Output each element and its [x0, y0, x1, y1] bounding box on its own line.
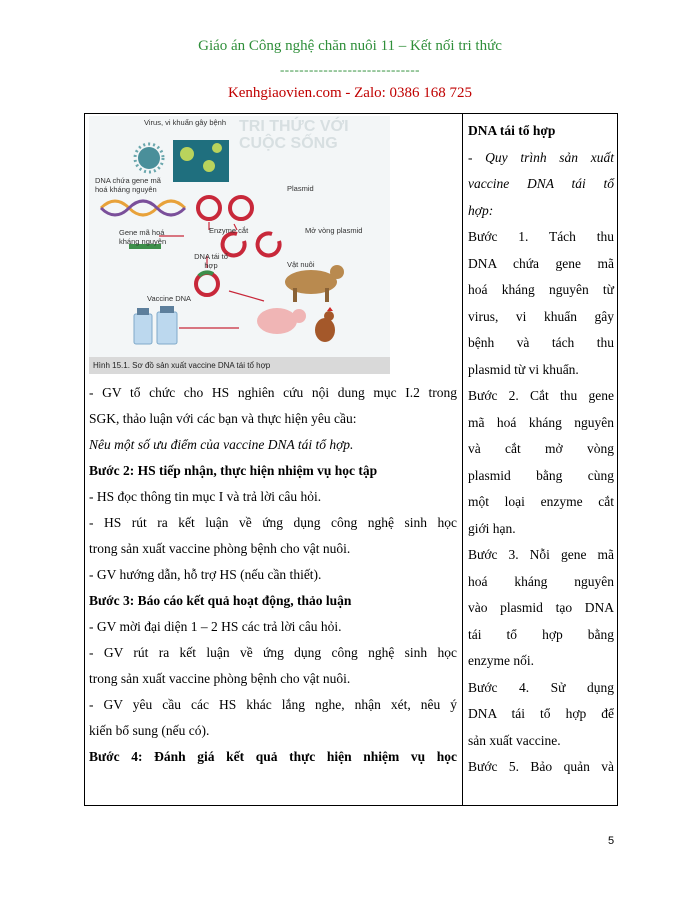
label-gene: Gene mã hoá kháng nguyên: [119, 228, 167, 246]
right-line: vaccine DNA tái tổ: [468, 176, 614, 191]
paragraph-line: - GV mời đại diện 1 – 2 HS các trả lời câu hỏi.: [89, 619, 342, 634]
paragraph-line: trong sản xuất vaccine phòng bệnh cho vật nuôi.: [89, 671, 351, 686]
paragraph-line: - GV tổ chức cho HS nghiên cứu nội dung mục I.2 trong: [89, 385, 457, 400]
page-number: 5: [608, 835, 615, 847]
right-line: hoá kháng nguyên từ: [468, 282, 614, 297]
paragraph-line: SGK, thảo luận với các bạn và thực hiện yêu cầu:: [89, 411, 357, 426]
watermark: TRI THỨC VỚI CUỘC SỐNG: [239, 118, 349, 152]
label-dna-gene: DNA chứa gene mã hoá kháng nguyên: [95, 176, 161, 194]
right-line: giới hạn.: [468, 520, 516, 536]
right-line: plasmid từ vi khuẩn.: [468, 361, 579, 377]
livestock-icon: [257, 265, 344, 342]
question-line: Nêu một số ưu điểm của vaccine DNA tái tổ hợp.: [89, 437, 354, 452]
paragraph-line: kiến bổ sung (nếu có).: [89, 723, 210, 738]
right-line: hoá kháng nguyên: [468, 573, 614, 589]
paragraph-line: trong sản xuất vaccine phòng bệnh cho vật nuôi.: [89, 541, 351, 556]
lesson-table: [84, 113, 618, 806]
right-line: DNA chứa gene mã: [468, 255, 614, 271]
step-4-heading: Bước 4: Đánh giá kết quả thực hiện nhiệm vụ học: [89, 749, 457, 764]
paragraph-line: - HS đọc thông tin mục I và trả lời câu hỏi.: [89, 489, 322, 504]
header-title: Giáo án Công nghệ chăn nuôi 11 – Kết nối tri thức: [198, 38, 502, 54]
right-column: [463, 114, 618, 805]
label-vaccine: Vaccine DNA: [147, 294, 192, 303]
left-column: [85, 114, 462, 805]
right-line: DNA tái tổ hợp để: [468, 706, 614, 721]
right-body-text: [468, 118, 614, 781]
plasmid-icon: [198, 197, 220, 219]
label-livestock: Vật nuôi: [287, 260, 315, 269]
right-line: plasmid bằng cùng: [468, 467, 614, 483]
header-divider: -----------------------------: [279, 62, 421, 77]
step-3-heading: Bước 3: Báo cáo kết quả hoạt động, thảo luận: [89, 593, 352, 608]
dna-helix-icon: [101, 201, 185, 215]
recombinant-dna-icon: [196, 273, 218, 295]
right-line: Bước 1. Tách thu: [468, 229, 614, 244]
right-line: một loại enzyme cắt: [468, 494, 614, 509]
right-line: sản xuất vaccine.: [468, 732, 561, 748]
paragraph-line: - GV yêu cầu các HS khác lắng nghe, nhận xét, nêu ý: [89, 697, 457, 712]
header-site[interactable]: Kenhgiaovien.com - Zalo: 0386 168 725: [227, 85, 473, 101]
right-line: và cắt mở vòng: [468, 441, 614, 456]
right-line: virus, vi khuẩn gây: [468, 308, 614, 324]
paragraph-line: - GV hướng dẫn, hỗ trợ HS (nếu cần thiết).: [89, 567, 322, 582]
figure-caption: Hình 15.1. Sơ đồ sản xuất vaccine DNA tái tổ hợp: [89, 357, 390, 374]
right-line: vào plasmid tạo DNA: [468, 600, 614, 615]
label-plasmid: Plasmid: [287, 184, 314, 193]
label-enzyme: Enzyme cắt: [209, 226, 249, 235]
figure-vaccine-diagram: [89, 116, 390, 374]
right-line: mã hoá kháng nguyên: [468, 414, 614, 430]
right-line: enzyme nối.: [468, 653, 534, 668]
paragraph-line: - GV rút ra kết luận về ứng dụng công nghệ sinh học: [89, 645, 457, 660]
plasmid-icon-2: [230, 197, 252, 219]
open-plasmid-icon-2: [258, 233, 280, 255]
right-heading: DNA tái tổ hợp: [468, 123, 556, 138]
right-line: - Quy trình sản xuất: [468, 149, 614, 165]
right-line: Bước 3. Nỗi gene mã: [468, 547, 614, 562]
right-line: Bước 5. Bảo quản và: [468, 759, 614, 774]
left-body-text: [89, 380, 457, 770]
right-line: Bước 2. Cắt thu gene: [468, 388, 614, 403]
vaccine-vial-icon: [134, 306, 177, 344]
paragraph-line: - HS rút ra kết luận về ứng dụng công nghệ sinh học: [89, 515, 457, 530]
label-open-plasmid: Mở vòng plasmid: [305, 226, 363, 235]
step-2-heading: Bước 2: HS tiếp nhận, thực hiện nhiệm vụ học tập: [89, 463, 378, 478]
label-recombinant-dna: DNA tái tổ hợp: [194, 252, 228, 270]
right-line: hợp:: [468, 202, 494, 218]
right-line: bệnh và tách thu: [468, 335, 614, 350]
right-line: Bước 4. Sử dụng: [468, 679, 614, 695]
right-line: tái tổ hợp bằng: [468, 626, 614, 642]
label-virus: Virus, vi khuẩn gây bệnh: [144, 118, 226, 127]
